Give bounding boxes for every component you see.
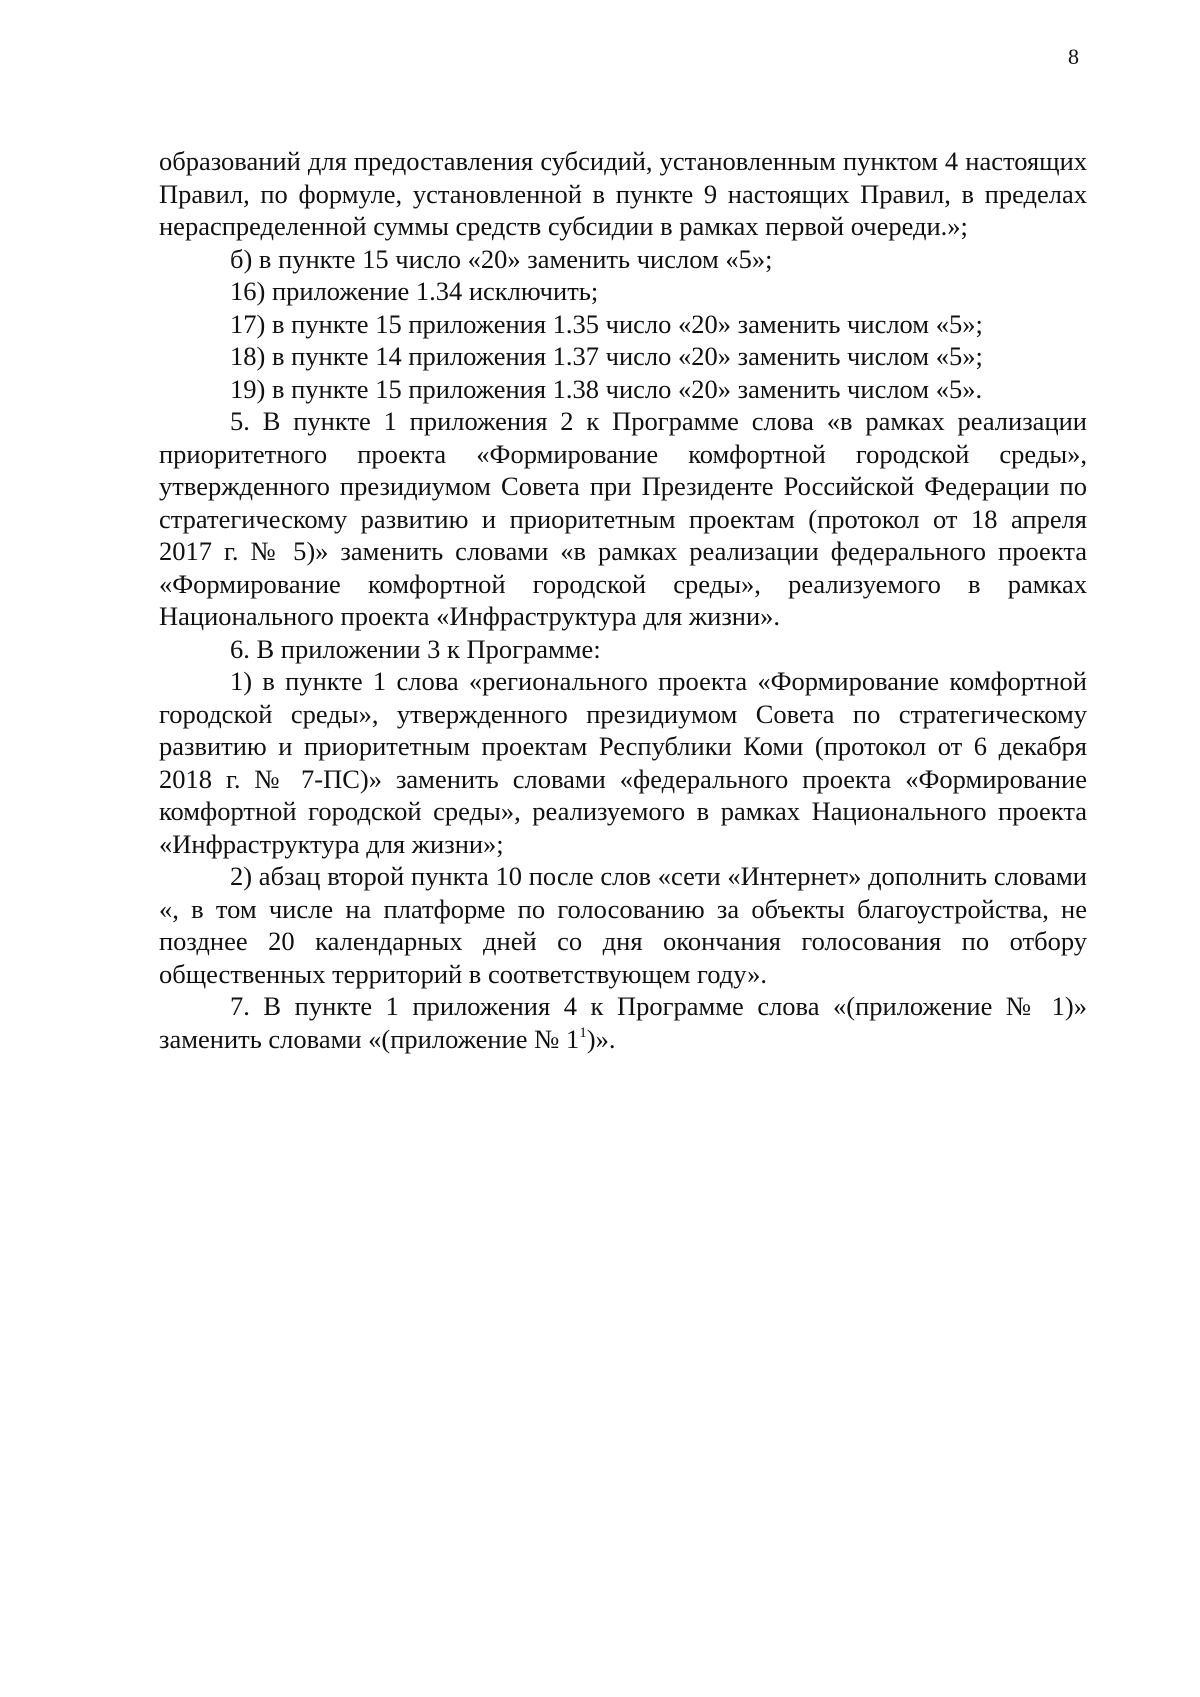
paragraph-section-6: 6. В приложении 3 к Программе: xyxy=(230,633,601,664)
paragraph-section-7-tail: )». xyxy=(586,1023,616,1054)
paragraph-section-5: 5. В пункте 1 приложения 2 к Программе слова «в рамках реализации приоритетного проекта «Формирование комфортной городской среды», утвержденного президиумом Совета при Президенте Российской Федерации по стратегическому развитию и приоритетным проектам (протокол от 18 апреля 2017 г. № 5)» заменить словами «в рамках реализации федерального проекта «Формирование комфортной городской среды», реализуемого в рамках Национального проекта «Инфраструктура для жизни». xyxy=(159,406,1087,631)
paragraph-item-b: б) в пункте 15 число «20» заменить числом «5»; xyxy=(230,243,773,274)
paragraph-item-16: 16) приложение 1.34 исключить; xyxy=(230,276,599,306)
paragraph-item-17: 17) в пункте 15 приложения 1.35 число «20» заменить числом «5»; xyxy=(230,308,983,339)
document-body xyxy=(159,145,1087,1055)
paragraph-continuation: образований для предоставления субсидий, установленным пунктом 4 настоящих Правил, по формуле, установленной в пункте 9 настоящих Правил, в пределах нераспределенной суммы средств субсидии в рамках первой очереди.»; xyxy=(159,146,1087,241)
paragraph-section-7-text: 7. В пункте 1 приложения 4 к Программе слова «(приложение № 1)» заменить словами «(приложение № 1 xyxy=(159,991,1087,1054)
superscript-mark: 1 xyxy=(579,1024,587,1041)
paragraph-section-6-item-1: 1) в пункте 1 слова «регионального проекта «Формирование комфортной городской среды», утвержденного президиумом Совета по стратегическому развитию и приоритетным проектам Республики Коми (протокол от 6 декабря 2018 г. № 7-ПС)» заменить словами «федерального проекта «Формирование комфортной городской среды», реализуемого в рамках Национального проекта «Инфраструктура для жизни»; xyxy=(159,666,1087,859)
paragraph-section-7 xyxy=(159,990,1087,1055)
paragraph-item-19: 19) в пункте 15 приложения 1.38 число «20» заменить числом «5». xyxy=(230,373,983,404)
paragraph-section-6-item-2: 2) абзац второй пункта 10 после слов «сети «Интернет» дополнить словами «, в том числе на платформе по голосованию за объекты благоустройства, не позднее 20 календарных дней со дня окончания голосования по отбору общественных территорий в соответствующем году». xyxy=(159,861,1087,989)
paragraph-item-18: 18) в пункте 14 приложения 1.37 число «20» заменить числом «5»; xyxy=(230,341,983,371)
page-number: 8 xyxy=(1068,44,1079,69)
